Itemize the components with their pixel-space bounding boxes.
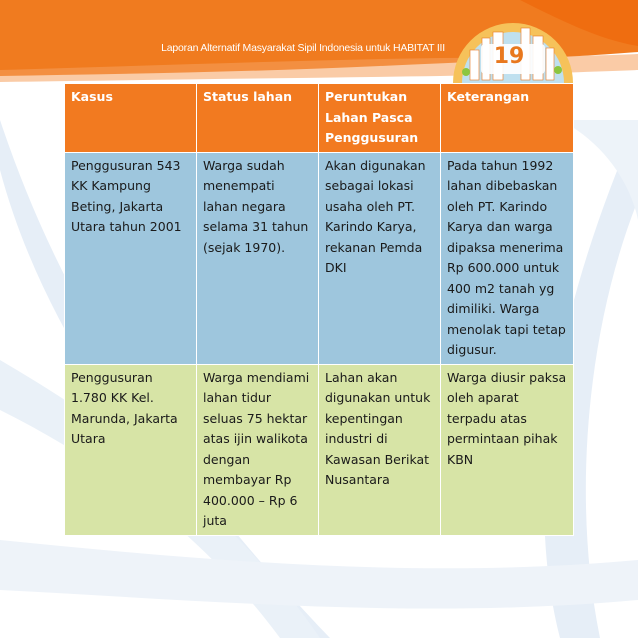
table-cell: Warga diusir paksa oleh aparat terpadu atas permintaan pihak KBN (441, 364, 574, 535)
table-cell: Penggusuran 543 KK Kampung Beting, Jakarta Utara tahun 2001 (65, 152, 197, 364)
column-header-keterangan: Keterangan (441, 84, 574, 153)
table-row (65, 364, 574, 535)
report-title: Laporan Alternatif Masyarakat Sipil Indonesia untuk HABITAT III (161, 42, 445, 54)
column-header-kasus: Kasus (65, 84, 197, 153)
table-cell: Pada tahun 1992 lahan dibebaskan oleh PT. Karindo Karya dan warga dipaksa menerima Rp 600.000 untuk 400 m2 tanah yg dimiliki. Warga menolak tapi tetap digusur. (441, 152, 574, 364)
table-cell: Warga mendiami lahan tidur seluas 75 hektar atas ijin walikota dengan membayar Rp 400.000 – Rp 6 juta (197, 364, 319, 535)
eviction-table (64, 83, 574, 536)
column-header-status-lahan: Status lahan (197, 84, 319, 153)
table-row (65, 152, 574, 364)
column-header-peruntukan: Peruntukan Lahan Pasca Penggusuran (319, 84, 441, 153)
table-cell: Lahan akan digunakan untuk kepentingan industri di Kawasan Berikat Nusantara (319, 364, 441, 535)
table-cell: Warga sudah menempati lahan negara selama 31 tahun (sejak 1970). (197, 152, 319, 364)
table-header-row (65, 84, 574, 153)
table-cell: Penggusuran 1.780 KK Kel. Marunda, Jakarta Utara (65, 364, 197, 535)
page-number: 19 (493, 44, 525, 69)
table-cell: Akan digunakan sebagai lokasi usaha oleh PT. Karindo Karya, rekanan Pemda DKI (319, 152, 441, 364)
